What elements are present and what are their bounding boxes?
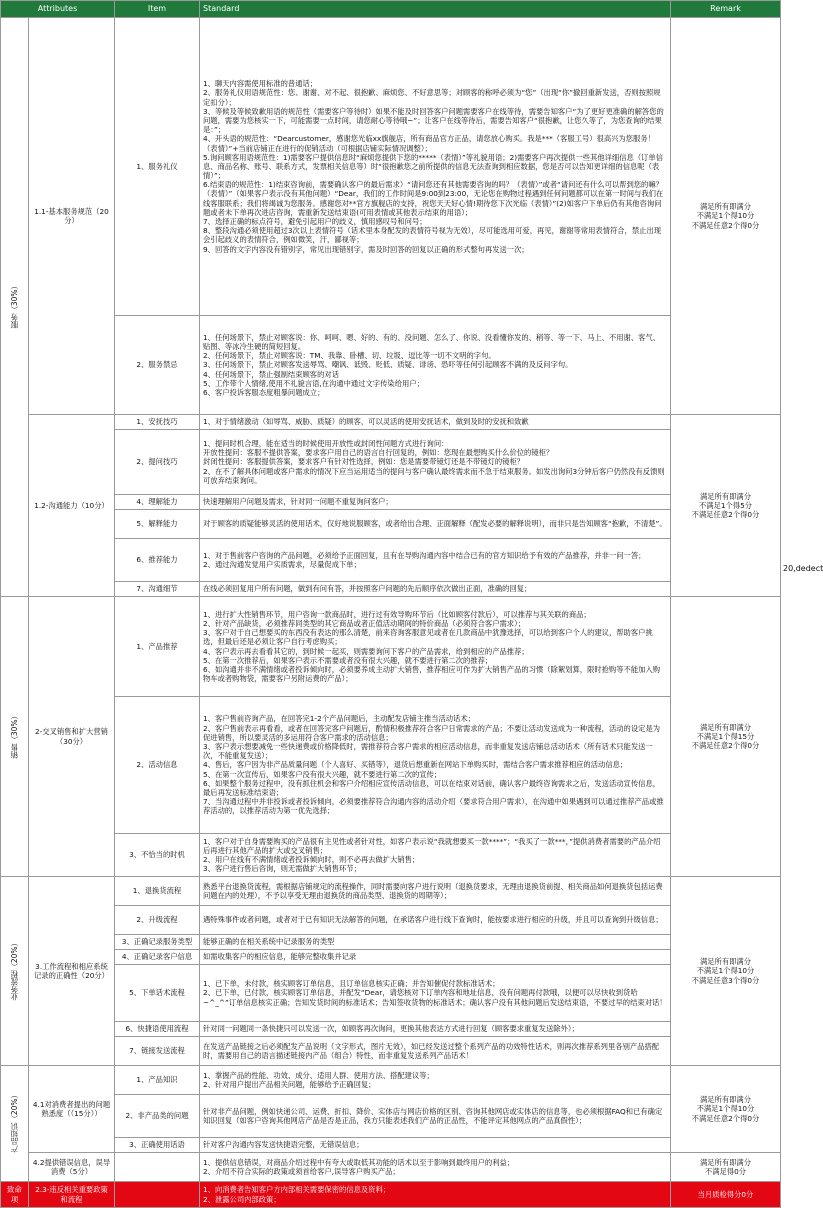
remark-cell: 满足所有即满分 不满足1个得10分 不满足任意2个得0分 bbox=[671, 1066, 781, 1153]
subcategory-cell: 1.1-基本服务规范（20分） bbox=[29, 18, 115, 415]
standard-cell: 熟悉平台退换货流程，需根据店铺规定的流程操作，同时需要向客户进行说明（退换货要求，无理由退换货前提、相关商品如何退换货包括运费问题在内的处理），不予以享受无理由退换货的商品类型、退换货的周期等）； bbox=[200, 877, 671, 906]
header-remark: Remark bbox=[671, 1, 781, 18]
standard-cell: 1、向消费者告知客户方内部相关需要保密的信息及资料； 2、泄露公司内部政策； bbox=[200, 1182, 671, 1208]
item-cell bbox=[115, 1182, 200, 1208]
item-cell: 2、提问技巧 bbox=[115, 430, 200, 495]
table-row bbox=[1, 597, 781, 697]
standard-cell: 1、任何场景下，禁止对顾客说：你、呵呵、嗯、好的、有的、没问题、怎么了、你说、没看懂你发的、稍等、等一下、马上、不用谢、客气、贴图、等冰冷生硬的简短回复。 2、任何场景下，禁止对顾客说：TM、我靠、卧槽、切、垃圾、逗比等一切不文明的字句。 3、任何场景下，禁止对顾客发送辱骂、嘲讽、诋毁、贬低、质疑、诽谤、恐吓等任何引起顾客不满的及反问字句。 4、任何场景下，禁止强制结束顾客的对话 5、工作带个人情绪,使用不礼貌言语,在沟通中通过文字传染给用户； 6、客户投诉客服态度粗暴问题成立； bbox=[200, 316, 671, 415]
category-label: 致命项 bbox=[7, 1185, 22, 1204]
standard-cell: 对于顾客的质疑能够灵活的使用话术，仅好地说服顾客，或者给出合理、正面解释（配发必要的解释说明），而非只是告知顾客“抱歉，不清楚”。 bbox=[200, 510, 671, 539]
standard-cell: 1、聊天内容需使用标准的普通话； 2、服务礼仪用语规范性：您、谢谢、对不起、很抱歉、麻烦您、不好意思等；对顾客的称呼必须为“您”（出现“你”撤回重新发送，否则按照规定扣分）； 3、等候及等候致歉用语的规范性（需要客户等待时）如果不能及时回答客户问题需要客户在线等待，需要告知客户“为了更好更准确的解答您的问题，需要为您核实一下，可能需要一点时间，请您耐心等待哦~”；让客户在线等待后，需要告知客户“很抱歉，让您久等了，为您查询的结果是：”； 4、开头语的规范性：“Dearcustomer，感谢您光临xx旗舰店，所有商品官方正品，请您放心购买。我是***（客服工号）很高兴为您服务！（表情）”+当前店铺正在进行的促销活动（可根据店铺实际情况调整）； 5.询问顾客用语规范性：1)需要客户提供信息时“麻烦您提供下您的*****（表情）”等礼貌用语；2)需要客户再次提供一些其他详细信息（订单信息、商品名称、账号、联系方式，发票相关信息等）时“很抱歉您之前所提供的信息无法查询到相应数据，您是否可以告知更详细的信息呢（表情）”； 6.结束语的规范性：1)结束咨询前，需要确认客户的最后需求）“请问您还有其他需要咨询的吗？（表情）”或者“请问还有什么可以帮到您的嘛？（表情）”（如果客户表示没有其他问题）“Dear，我们的工作时间是9:00到23:00，无论您在购物过程遇到任何问题都可以在第一时间与我们在线客服联系；我们将竭诚为您服务。感谢您对**官方旗舰店的支持，祝您天天好心情!期待您下次光临（表情）”(2)如客户下单后仍有其他咨询问题或者未下单再次进店咨询，需重新发送结束语(可用表情或其他表示结束的用语）； 7、选择正确的标点符号，避免引起用户的歧义，慎用感叹号和问号； 8、整段沟通必须使用超过3次以上表情符号（话术里本身配发的表情符号视为无效），尽可能选用可爱，再见，谢谢等常用表情符合，禁止出现会引起歧义的表情符合，例如微笑，汗，鄙视等； 9、回答的文字内容没有错别字，常见出现错别字，需及时回答的回复以正确的形式整句再发送一次； bbox=[200, 18, 671, 316]
subcategory-cell: 1.2-沟通能力（10分） bbox=[29, 415, 115, 597]
standard-cell: 1、已下单，未付款，核实顾客订单信息，且订单信息核实正确；并告知催促付款标准话术； 2、已下单，已付款，核实顾客订单信息，并配发“Dear，请您核对下订单内容和地址信息，没有问题再付款哦，以便可以尽快收到货哈~^_^”订单信息核实正确；告知发货时间的标准话术；告知签收货物的标准话术；确认客户没有其他问题后发送结束语，不要过早的结束对话！ bbox=[200, 965, 671, 1022]
side-note: 20,dedect bbox=[783, 564, 823, 573]
item-cell: 5、解释能力 bbox=[115, 510, 200, 539]
item-cell: 6、快捷语使用流程 bbox=[115, 1022, 200, 1037]
standard-cell: 针对同一问题同一条快捷只可以发送一次，如顾客再次询问，更换其他表达方式进行回复（顾客要求重复发送除外）； bbox=[200, 1022, 671, 1037]
item-cell: 1、产品知识 bbox=[115, 1066, 200, 1095]
header-standard: Standard bbox=[200, 1, 671, 18]
standard-cell: 1、提供信息错误，对商品介绍过程中有夸大或取低其功能的话术以至于影响到最终用户的利益； 2、介绍不符合实际的政策或须首给客户,误导客户购买产品； bbox=[200, 1153, 671, 1182]
table-row bbox=[1, 1153, 781, 1182]
subcategory-cell: 4.1对消费者提出的问题熟悉度（（15分）） bbox=[29, 1066, 115, 1153]
standard-cell: 如需收集客户的相应信息，能够完整收集并记录 bbox=[200, 950, 671, 965]
category-label: 业务流程（20%） bbox=[9, 938, 19, 1001]
remark-cell: 满足所有即满分 不满足1个得15分 不满足任意2个得0分 bbox=[671, 597, 781, 877]
item-cell: 1、安抚技巧 bbox=[115, 415, 200, 430]
category-cell bbox=[1, 1182, 29, 1208]
table-row bbox=[1, 316, 781, 415]
table-row bbox=[1, 1138, 781, 1153]
header-row bbox=[1, 1, 781, 18]
standard-cell: 1、提问时机合理，能在适当的时候使用开放性或封闭性问题方式进行询问： 开放性提问：客服不提供答案，要求客户用自己的语言自行回复的，例如：您现在最想购买什么价位的镜柜？ 封闭性提问：客服提供答案，要求客户有针对性选择，例如：您是需要带镜灯还是不带镜灯的镜柜？ 2、在不了解具体问题或客户需求的情况下应当运用适当的提问与客户确认最终需求而不急于结束服务。如发出询问3分钟后客户仍然没有反馈则可放弃结束询问。 bbox=[200, 430, 671, 495]
remark-cell: 满足所有即满分 不满足1个得5分 不满足任意2个得0分 bbox=[671, 415, 781, 597]
item-cell: 7、沟通细节 bbox=[115, 582, 200, 597]
category-label: 销售（30%） bbox=[9, 711, 19, 759]
category-label: 服务（30%） bbox=[9, 282, 19, 330]
table-row bbox=[1, 18, 781, 316]
remark-cell: 满足所有即满分 不满足1个得10分 不满足任意3个得0分 bbox=[671, 877, 781, 1066]
subcategory-cell: 2-交叉销售和扩大营销（30分） bbox=[29, 597, 115, 877]
category-cell bbox=[1, 18, 29, 597]
item-cell: 5、下单话术流程 bbox=[115, 965, 200, 1022]
table-row bbox=[1, 495, 781, 510]
subcategory-cell: 4.2提供错误信息，误导消费（5分） bbox=[29, 1153, 115, 1182]
standard-cell: 遇特殊事件或者问题，或者对于已有知识无法解答的问题，在承诺客户进行线下查询时，能按要求进行相应的升级，并且可以查询到升级信息； bbox=[200, 906, 671, 935]
item-cell: 1、服务礼仪 bbox=[115, 18, 200, 316]
table-row bbox=[1, 697, 781, 834]
standard-cell: 1、掌握产品的性能、功效、成分、适用人群、使用方法、搭配建议等； 2、针对用户提出产品相关问题，能够给予正确回复； bbox=[200, 1066, 671, 1095]
item-cell: 2、升级流程 bbox=[115, 906, 200, 935]
subcategory-cell: 2.3-违反相关重要政策和流程 bbox=[29, 1182, 115, 1208]
table-row bbox=[1, 965, 781, 1022]
table-row bbox=[1, 1182, 781, 1208]
item-cell: 3、不恰当的时机 bbox=[115, 834, 200, 877]
table-row bbox=[1, 415, 781, 430]
item-cell: 1、产品推荐 bbox=[115, 597, 200, 697]
table-row bbox=[1, 1037, 781, 1066]
table-row bbox=[1, 935, 781, 950]
category-cell bbox=[1, 1066, 29, 1182]
standard-cell: 1、进行扩大性销售环节，用户咨询一款商品时，进行过有效导购环节后（比如顾客付款后），可以推荐与其关联的商品； 2、针对产品缺货，必须推荐同类型的其它商品或者正值活动期间的特价商品（必须符合客户需求）； 3、客户对于自己想要买的东西没有表达的那么清楚，前来咨询客服意见或者在几款商品中犹豫选择，可以给到客户个人的建议，帮助客户挑选，但最后还是必须让客户自行考虑购买； 4、客户表示再去看看其它的，到时候一起买，则需要询问下客户的产品需求，给到相应的产品推荐； 5、在第一次推荐后，如果客户表示不需要或者没有很大兴趣，就不要进行第二次的推荐； 6、如沟通并非不满情绪或者投诉倾向时，必须要养成主动扩大销售，推荐相应可作为扩大销售产品的习惯（除絮划算，限时抢购等不能加入购物车或者购物袋，需要客户另附运费的产品）； bbox=[200, 597, 671, 697]
item-cell: 3、正确使用话语 bbox=[115, 1138, 200, 1153]
item-cell: 1、退换货流程 bbox=[115, 877, 200, 906]
table-row bbox=[1, 950, 781, 965]
item-cell: 6、推荐能力 bbox=[115, 539, 200, 582]
item-cell bbox=[115, 1153, 200, 1182]
item-cell: 4、理解能力 bbox=[115, 495, 200, 510]
table-row bbox=[1, 582, 781, 597]
standard-cell: 快速理解用户问题及需求，针对同一问题不重复询问客户； bbox=[200, 495, 671, 510]
item-cell: 2、非产品类的问题 bbox=[115, 1095, 200, 1138]
item-cell: 3、正确记录服务类型 bbox=[115, 935, 200, 950]
table-row bbox=[1, 1066, 781, 1095]
subcategory-cell: 3.工作流程和相应系统记录的正确性（20分） bbox=[29, 877, 115, 1066]
standard-cell: 在发送产品链接之后必须配发产品说明（文字形式，图片无效），如已经发送过整个系列产品的功效特性话术，则再次推荐系列里各别产品搭配时，需要用自己的语言描述链接内产品（组合）特性，而非重复发送系列产品话术！ bbox=[200, 1037, 671, 1066]
header-item: Item bbox=[115, 1, 200, 18]
standard-cell: 在线必须回复用户所有问题，做到有问有答，并按照客户问题的先后顺序依次做出正面，准确的回复； bbox=[200, 582, 671, 597]
header-attributes: Attributes bbox=[1, 1, 115, 18]
item-cell: 7、链接发送流程 bbox=[115, 1037, 200, 1066]
standard-cell: 针对客户沟通内容发送快捷语完整，无错误信息； bbox=[200, 1138, 671, 1153]
table-row bbox=[1, 539, 781, 582]
category-cell bbox=[1, 597, 29, 877]
table-row bbox=[1, 1095, 781, 1138]
table-row bbox=[1, 834, 781, 877]
standard-cell: 1、客户对于自身需要购买的产品很有主见性或者针对性，如客户表示说“我就想要买一款****”；“我买了一款***，”提供消费者需要的产品介绍后再进行其他产品的扩大或交叉销售； 2、用户在线有不满情绪或者投诉倾向时，则不必再去做扩大销售； 3、客户进行售后咨询，则无需做扩大销售环节； bbox=[200, 834, 671, 877]
standard-cell: 1、对于售前客户咨询的产品问题，必须给予正面回复，且有在导购沟通内容中结合已有的官方知识给予有效的产品推荐，并非一问一答； 2、通过沟通发觉用户实质需求，尽量促成下单； bbox=[200, 539, 671, 582]
item-cell: 2、服务禁忌 bbox=[115, 316, 200, 415]
table-row bbox=[1, 906, 781, 935]
table-row bbox=[1, 1022, 781, 1037]
table-row bbox=[1, 877, 781, 906]
standard-cell: 能够正确的在相关系统中记录服务的类型 bbox=[200, 935, 671, 950]
item-cell: 2、活动信息 bbox=[115, 697, 200, 834]
table-row bbox=[1, 510, 781, 539]
standard-cell: 1、客户售前咨询产品，在回答完1-2个产品问题后，主动配发店铺主推当活动话术； 2、客户售前表示再看看，或者在回答完客户问题后，酌情积极推荐符合客户日常需求的产品；不要让活动发送成为一种流程，活动的设定是为促进销售，所以要灵活的多运用符合客户需求的活动信息； 3、客户表示想要减免一些快递费或价格降低时，需推荐符合客户需求的相应活动信息，而非重复发送店铺总活动话术（所有话术只能发送一次，不能重复发送）； 4、售后，客户因为非产品质量问题（个人喜好、买错等），退货后想重新在网站下单购买时，需结合客户需求推荐相应的活动信息； 5、在第一次宣传后，如果客户没有很大兴趣，就不要进行第二次的宣传； 6、如果整个服务过程中，没有抓住机会和客户介绍相应宣传活动信息，可以在结束对话前，确认客户最终咨询需求之后，发送活动宣传信息，最后再发送标准结束语； 7、当沟通过程中并非投诉或者投诉倾向，必须要推荐符合沟通内容的活动介绍（要求符合用户需求），在沟通中如果遇到可以通过推荐产品或推荐活动的，以推荐活动为第一优先选择； bbox=[200, 697, 671, 834]
remark-cell: 当月质检得分0分 bbox=[671, 1182, 781, 1208]
table-body bbox=[1, 18, 781, 1208]
table-row bbox=[1, 430, 781, 495]
standard-cell: 针对非产品问题，例如快递公司、运费、折扣、降价、实体店与网店价格的区别、咨询其他网店或实体店的信息等，也必须根据FAQ和已有确定知识回复（如客户咨询其他网店产品是否是正品，我方只能表述我们产品的正品性，不能评定其他网点的产品真假性）； bbox=[200, 1095, 671, 1138]
standard-cell: 1、对于情绪激动（如辱骂、威胁、质疑）的顾客，可以灵活的使用安抚话术，做到及时的安抚和致歉 bbox=[200, 415, 671, 430]
item-cell: 4、正确记录客户信息 bbox=[115, 950, 200, 965]
remark-cell: 满足所有即满分 不满足得0分 bbox=[671, 1153, 781, 1182]
category-cell bbox=[1, 877, 29, 1066]
remark-cell: 满足所有即满分 不满足1个得10分 不满足任意2个得0分 bbox=[671, 18, 781, 415]
category-label: 产品知识（20%） bbox=[9, 1091, 19, 1154]
